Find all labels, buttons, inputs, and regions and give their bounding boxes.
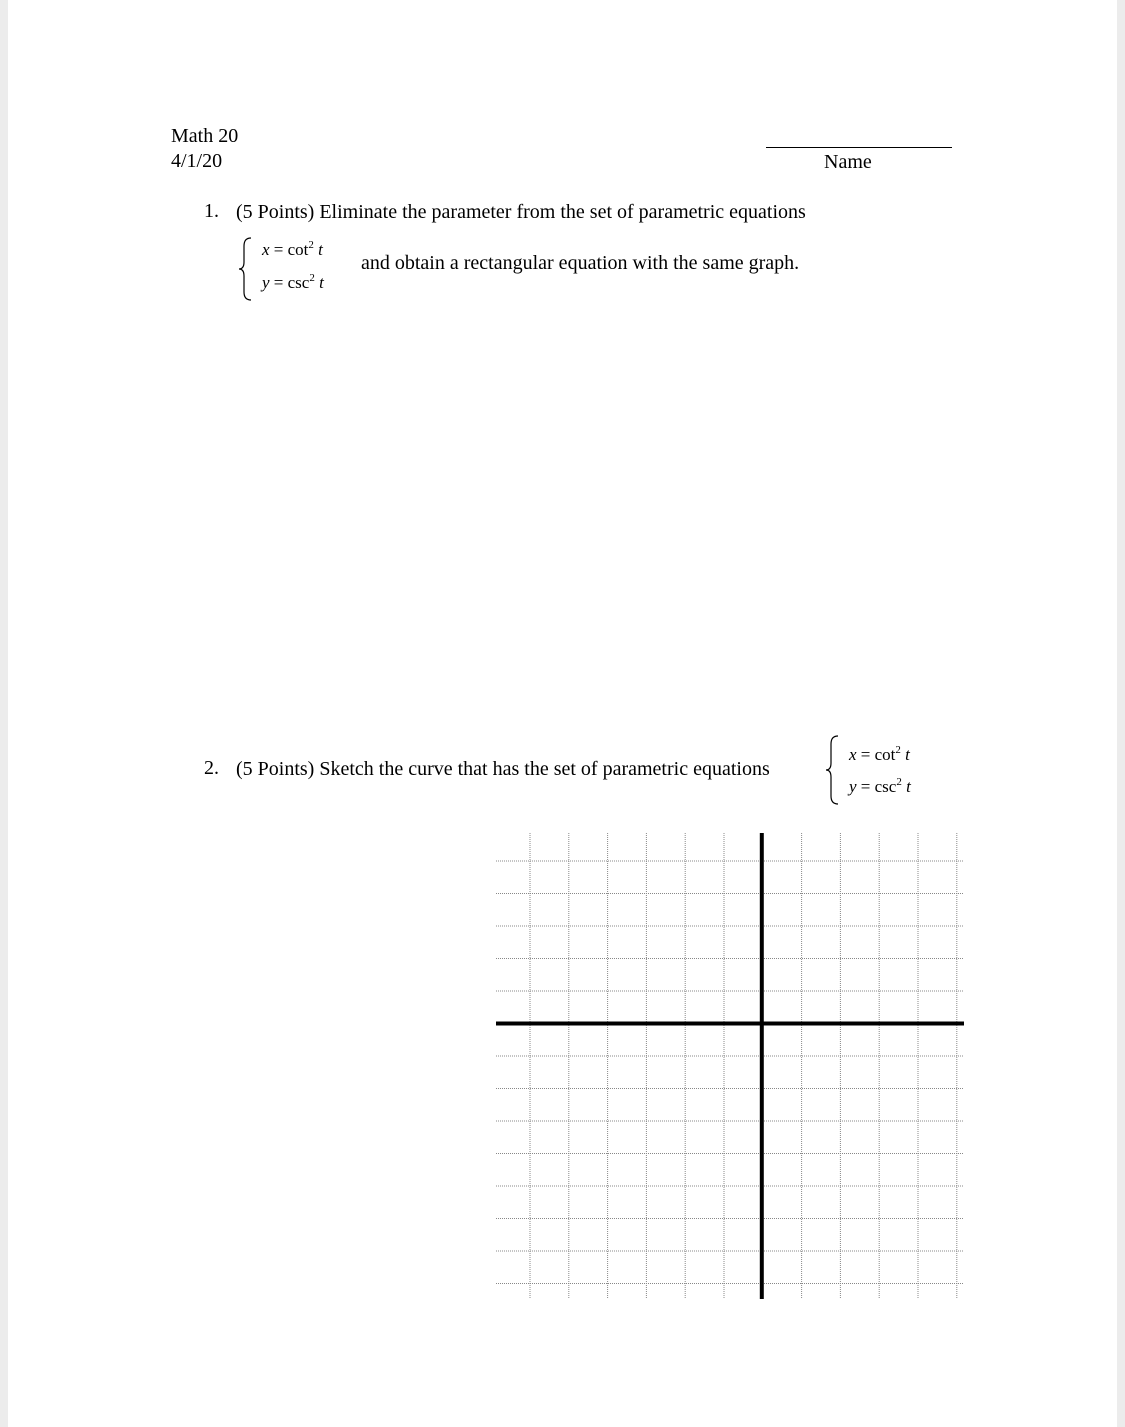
q2-number: 2. — [204, 757, 219, 779]
worksheet-page — [8, 0, 1117, 1427]
date: 4/1/20 — [171, 150, 223, 172]
name-blank-line[interactable] — [766, 147, 952, 148]
coordinate-grid[interactable] — [496, 833, 964, 1299]
q1-left-brace — [238, 237, 254, 301]
q2-equation-x: $x = \cot^2 t$ — [849, 744, 910, 764]
q2-equation-y: $y = \csc^2 t$ — [849, 776, 911, 796]
q2-left-brace — [825, 735, 841, 805]
q1-continuation: and obtain a rectangular equation with the same graph. — [361, 252, 800, 274]
q1-equation-y: $y = \csc^2 t$ — [262, 272, 324, 292]
name-label: Name — [824, 151, 872, 173]
q1-equation-x: $x = \cot^2 t$ — [262, 239, 323, 259]
q1-text: (5 Points) Eliminate the parameter from the set of parametric equations — [236, 201, 806, 223]
q1-number: 1. — [204, 200, 219, 222]
q2-text: (5 Points) Sketch the curve that has the set of parametric equations — [236, 758, 770, 780]
course-title: Math 20 — [171, 125, 239, 147]
